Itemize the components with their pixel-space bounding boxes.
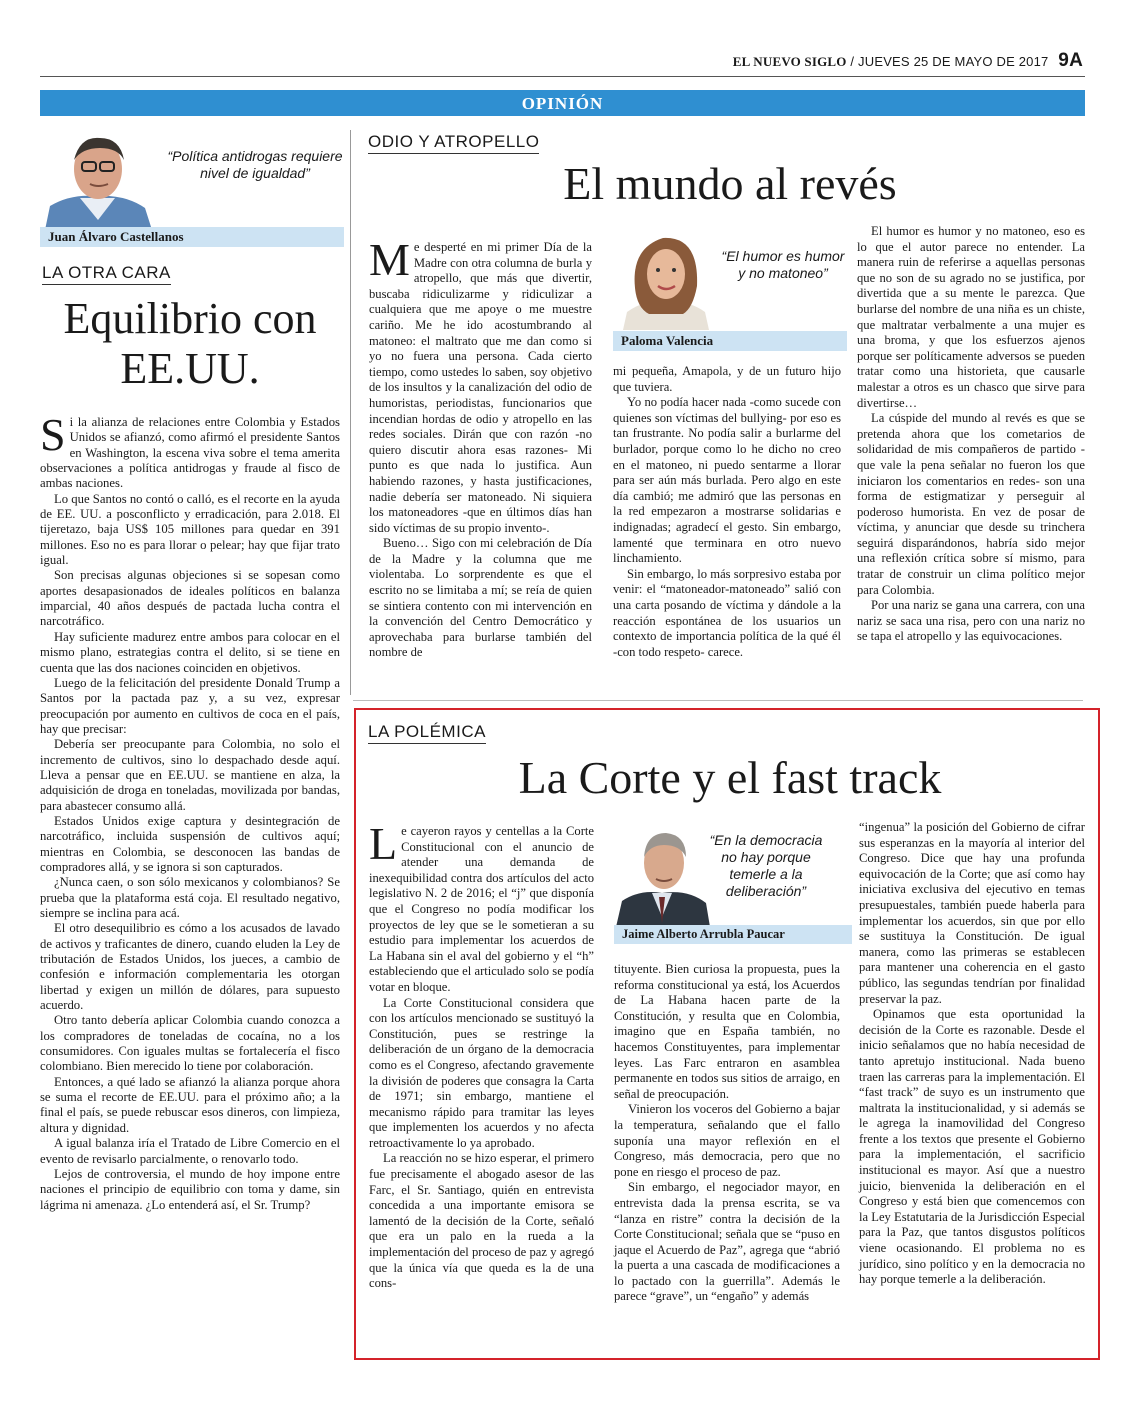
paragraph-text: Debería ser preocupante para Colombia, no solo el incremento de cultivos, sino lo despachado desde aquí. Lleva a pensar que en EE.UU. se mantiene en alza, la adquisición de droga en toneladas, movilizada por bandas, para abastecer consumo allá. (40, 737, 340, 813)
masthead (733, 50, 1083, 72)
paragraph (857, 598, 1085, 645)
article-column-2 (614, 962, 840, 1305)
paragraph (614, 962, 840, 1102)
article-column-1 (369, 818, 594, 1292)
paragraph-text: Opinamos que esta oportunidad la decisión de la Corte es razonable. Desde el inicio señalamos que no había necesidad de tanto apretujo institucional. Nada bueno traen las carreras para la implementación. El “fast track” de suyo es un instrumento que maltrata la institucionalidad, y si además se le agrega la inamovilidad del Congreso frente a los textos que presente el Gobierno para la implementación, el sacrificio institucional es mayor. Así que a nuestro juicio, bienvenida la deliberación en el Congreso y está bien que comencemos con la Ley Estatutaria de la Jurisdicción Especial para la Paz, que tantos disgustos políticos viene ocasionando. El problema no es jurídico, sino político y en la democracia no hay porque temerle a la deliberación. (859, 1007, 1085, 1287)
author-photo (613, 228, 718, 330)
paragraph-text: El otro desequilibrio es cómo a los acusados de lavado de activos y traficantes de dinero, cuando eluden la Ley de tributación de Estados Unidos, los jueces, a cambio de confesión e información complementaria les otorgan libertad y exigen un millón de dólares, para supuesto acuerdo. (40, 921, 340, 1013)
article-body (40, 409, 340, 1213)
paragraph (369, 1151, 594, 1291)
paragraph-text: La Corte Constitucional considera que con los artículos mencionado se sustituyó la Constitución, pues se restringe la deliberación de un órgano de la democracia como es el Congreso, afectando gravemente la división de poderes que consagra la Carta de 1971; sin embargo, mantiene el mecanismo rápido para tramitar las leyes que implementen los acuerdos y no afecta retroactivamente lo ya aprobado. (369, 995, 594, 1150)
paragraph (40, 1013, 340, 1074)
pull-quote: “En la democracia no hay porque temerle a la deliberación” (709, 832, 823, 899)
paragraph-text: e cayeron rayos y centellas a la Corte Constitucional con el anuncio de atender una demanda de inexequibilidad contra dos artículos del acto legislativo N. 2 de 2016; el “j” que disponía que el Congreso no podía modificar los proyectos de ley que se le sometieran a su estudio para implementar los acuerdos de La Habana sin el aval del gobierno y el “h” estableciendo que el articulado solo se podía votar en bloque. (369, 824, 594, 994)
paragraph (369, 536, 592, 661)
paragraph (613, 567, 841, 661)
paragraph-text: ¿Nunca caen, o son sólo mexicanos y colombianos? Se prueba que la plataforma está coja. El resultado negativo, siempre se inclina para acá. (40, 875, 340, 920)
paragraph-text: La reacción no se hizo esperar, el primero fue precisamente el abogado asesor de las Farc, el Sr. Santiago, quién en entrevista concedida a una importante emisora se lamentó de la decisión de la Corte, señaló que era un palo en la rueda a la implementación del proceso de paz y agregó que la única vía que queda es la de una cons- (369, 1151, 594, 1291)
column-divider (350, 130, 351, 695)
paragraph (857, 224, 1085, 411)
paragraph-text: Sin embargo, lo más sorpresivo estaba por venir: el “matoneador-matoneado” salió con una carta posando de víctima y dándole a la reacción espontánea de los usuarios un contexto de importancia política de la qué él -con todo respeto- carece. (613, 566, 841, 659)
article-column-3 (857, 224, 1085, 645)
paragraph (40, 814, 340, 875)
author-name: Jaime Alberto Arrubla Paucar (614, 925, 852, 944)
paragraph (40, 676, 340, 737)
paragraph-text: Estados Unidos exige captura y desintegración de narcotráfico, incluida suspensión de cultivos aquí; mientras en Colombia, se desconocen las bandas de compradores allá, y se ignora si son capturados. (40, 813, 340, 874)
paragraph (40, 568, 340, 629)
pull-quote: “Política antidrogas requiere nivel de igualdad” (167, 148, 343, 181)
paragraph-text: tituyente. Bien curiosa la propuesta, pues la reforma constitucional ya está, los Acuerdos de La Habana hacen parte de la Constitución, y resulta que en Colombia, imagino que en España también, no hacemos Constituyentes, para implementar leyes. Las Farc entraron en asamblea permanente en todos sus sitios de arraigo, en señal de preocupación. (614, 962, 840, 1101)
paragraph (613, 364, 841, 395)
paragraph-text: Yo no podía hacer nada -como sucede con quienes son víctimas del bullying- por eso es tan frustrante. No podía salir a burlarme del burlador, porque como lo he dicho no creo en el matoneo, ni puedo sentarme a llorar para ser aún más burlada. Pero algo en este día cambió; me admiró que las personas en la red empezaron a mostrarse solidarias e indignadas; agradecí el gesto. Sin embargo, lamenté que terminara en otro nuevo linchamiento. (613, 395, 841, 566)
issue-date: / JUEVES 25 DE MAYO DE 2017 (850, 54, 1049, 69)
pull-quote: “El humor es humor y no matoneo” (721, 248, 845, 281)
author-photo (614, 817, 712, 927)
paragraph (40, 921, 340, 1013)
author-photo (40, 124, 158, 230)
paragraph (614, 1102, 840, 1180)
paragraph-text: Lejos de controversia, el mundo de hoy impone entre naciones el principio de equilibrio con toma y dame, sin lágrima ni amenaza. ¿Lo entenderá así, el Sr. Trump? (40, 1166, 340, 1212)
section-divider (353, 700, 1083, 701)
paragraph-text: Entonces, a qué lado se afianzó la alianza porque ahora se suma el recorte de EE.UU. para el próximo año; a la final el país, se puede rebuscar esos dineros, con limpieza, altura y dignidad. (40, 1074, 340, 1135)
paragraph (859, 1007, 1085, 1288)
paper-name: EL NUEVO SIGLO (732, 54, 847, 69)
drop-cap: S (40, 409, 66, 460)
drop-cap: M (369, 234, 410, 285)
page-number: 9A (1058, 50, 1083, 71)
kicker: LA POLÉMICA (368, 722, 486, 744)
paragraph (369, 996, 594, 1152)
paragraph (40, 1075, 340, 1136)
paragraph (859, 820, 1085, 1007)
paragraph-text: i la alianza de relaciones entre Colombia y Estados Unidos se afianzó, como afirmó el presidente Santos en Washington, la escena viva sobre el tema amerita observaciones a política antidrogas y fraude al fisco de ambas naciones. (40, 415, 340, 491)
paragraph-text: Vinieron los voceros del Gobierno a bajar la temperatura, señalando que el fallo suponía una mayor reflexión en el Congreso, más democracia, pero que no pone en riesgo el proceso de paz. (614, 1102, 840, 1179)
article-column-1 (369, 234, 592, 661)
section-bar: OPINIÓN (40, 90, 1085, 116)
paragraph-text: A igual balanza iría el Tratado de Libre Comercio en el evento de revisarlo parcialmente, o renovarlo todo. (40, 1136, 340, 1166)
paragraph (40, 875, 340, 921)
paragraph-text: mi pequeña, Amapola, y de un futuro hijo que tuviera. (613, 364, 841, 394)
paragraph-text: El humor es humor y no matoneo, eso es lo que el autor parece no entender. La manera ruin de referirse a aquellas personas que no son de su agrado no se justifica, por divertida que a su mente le parezca. Que burlarse del nombre de una niña es un chiste, que maltratar verbalmente a una mujer es una broma, y que los esfuerzos ajenos porque ser políticamente adversos se pueden tratar como una historieta, que causarle malestar a otros es un chasco que sirve para divertirse… (857, 224, 1085, 410)
paragraph (40, 409, 340, 492)
paragraph-text: La cúspide del mundo al revés es que se pretenda ahora que los cometarios de solidaridad de mis compañeros de partido -que vale la pena señalar no fueron los que iniciaron los comentarios en redes- son una forma de estigmatizar y perseguir al poderoso humorista. En vez de posar de víctima, y anunciar que desde su trinchera seguirá disparándonos, habría sido mejor una reflexión crítica sobre sí mismo, para tratar de construir un clima político mejor para Colombia. (857, 411, 1085, 597)
paragraph (369, 818, 594, 996)
paragraph (614, 1180, 840, 1305)
paragraph-text: Luego de la felicitación del presidente Donald Trump a Santos por la pactada paz y, a su vez, expresar preocupación por aumento en cultivos de coca en el país, hay que precisar: (40, 675, 340, 736)
paragraph-text: Hay suficiente madurez entre ambos para colocar en el mismo plano, estrategias contra el delito, si se tiene en cuenta que las dos naciones coinciden en objetivos. (40, 629, 340, 675)
paragraph (613, 395, 841, 567)
article-column-2 (613, 364, 841, 660)
paragraph-text: Otro tanto debería aplicar Colombia cuando conozca a los compradores de toneladas de cocaína, no a los consumidores. Con iguales multas se fortalecería el fisco colombiano. Bien merecido lo tiene por colaboración. (40, 1013, 340, 1074)
paragraph (369, 234, 592, 536)
headline: Equilibrio con EE.UU. (63, 294, 317, 393)
author-name: Juan Álvaro Castellanos (40, 227, 344, 247)
headline: El mundo al revés (563, 158, 897, 209)
top-rule (40, 76, 1085, 77)
paragraph (40, 492, 340, 569)
drop-cap: L (369, 818, 398, 869)
kicker: LA OTRA CARA (42, 263, 171, 285)
kicker: ODIO Y ATROPELLO (368, 132, 539, 154)
headline: La Corte y el fast track (518, 752, 942, 803)
paragraph-text: Bueno… Sigo con mi celebración de Día de la Madre y la columna que me violentaba. Lo sorprendente es que el escrito no se limitaba a mí; se reía de quien se sintiera contento con mi intervención en la convención del Centro Democrático y aprovechaba para burlarse también del nombre de (369, 536, 592, 660)
paragraph (857, 411, 1085, 598)
author-name: Paloma Valencia (613, 331, 847, 351)
paragraph-text: Son precisas algunas objeciones si se sopesan como aportes desapasionados de ideales políticos en balanza imparcial, 40 años después de pactada lucha contra el narcotráfico. (40, 568, 340, 629)
paragraph-text: “ingenua” la posición del Gobierno de cifrar sus esperanzas en la mayoría al interior del Congreso. Dice que hay una profunda equivocación de la Corte; que así como hay iniciativa exclusiva del ejecutivo en temas presupuestales, también puede haberla para implementar los acuerdos, sin que por ello se sustituya la Constitución. De igual manera, como las primeras se establecen para mantener una coherencia en el gasto público, las segundas tendrían por finalidad preservar la paz. (859, 820, 1085, 1006)
paragraph-text: Lo que Santos no contó o calló, es el recorte en la ayuda de EE. UU. a posconflicto y erradicación, para 2.018. El tijeretazo, baja US$ 105 millones para quedar en 391 millones. Eso no es para llorar o pelear; hay que fijar trato igual. (40, 491, 340, 568)
paragraph (40, 630, 340, 676)
paragraph (40, 737, 340, 814)
article-column-3 (859, 820, 1085, 1288)
paragraph-text: e desperté en mi primer Día de la Madre con otra columna de burla y atropello, que más que divertir, buscaba ridiculizarme y ridiculizar a cualquiera que me apoye o me muestre cariño. Me he ido acostumbrando al matoneo: el maltrato que me dan como si yo no fuera una persona. Cada cierto tiempo, como ustedes lo saben, soy objetivo de los insultos y la canalización del odio de humoristas, periodistas, funcionarios que incendian hordas de odio y atropello en las redes sociales. Dirán que con razón -no quiero discutir ahora esas razones- Mi punto es que nada lo justifica. Aun habiendo razones, y hasta justificaciones, nadie debería ser matoneado. Ni siquiera los matoneadores -que en últimos días han sido víctimas de su propio invento-. (369, 240, 592, 535)
paragraph-text: Sin embargo, el negociador mayor, en entrevista dada la prensa escrita, se va “lanza en ristre” contra la decisión de la Corte Constitucional; señala que se “puso en jaque el Acuerdo de Paz”, agrega que “abrió la puerta a una cascada de modificaciones a lo pactado con la guerrilla”. Además le parece “grave”, un “engaño” y además (614, 1180, 840, 1304)
paragraph (40, 1136, 340, 1167)
paragraph (40, 1167, 340, 1213)
paragraph-text: Por una nariz se gana una carrera, con una nariz se saca una risa, pero con una nariz no se tapa el atropello y las equivocaciones. (857, 598, 1085, 644)
